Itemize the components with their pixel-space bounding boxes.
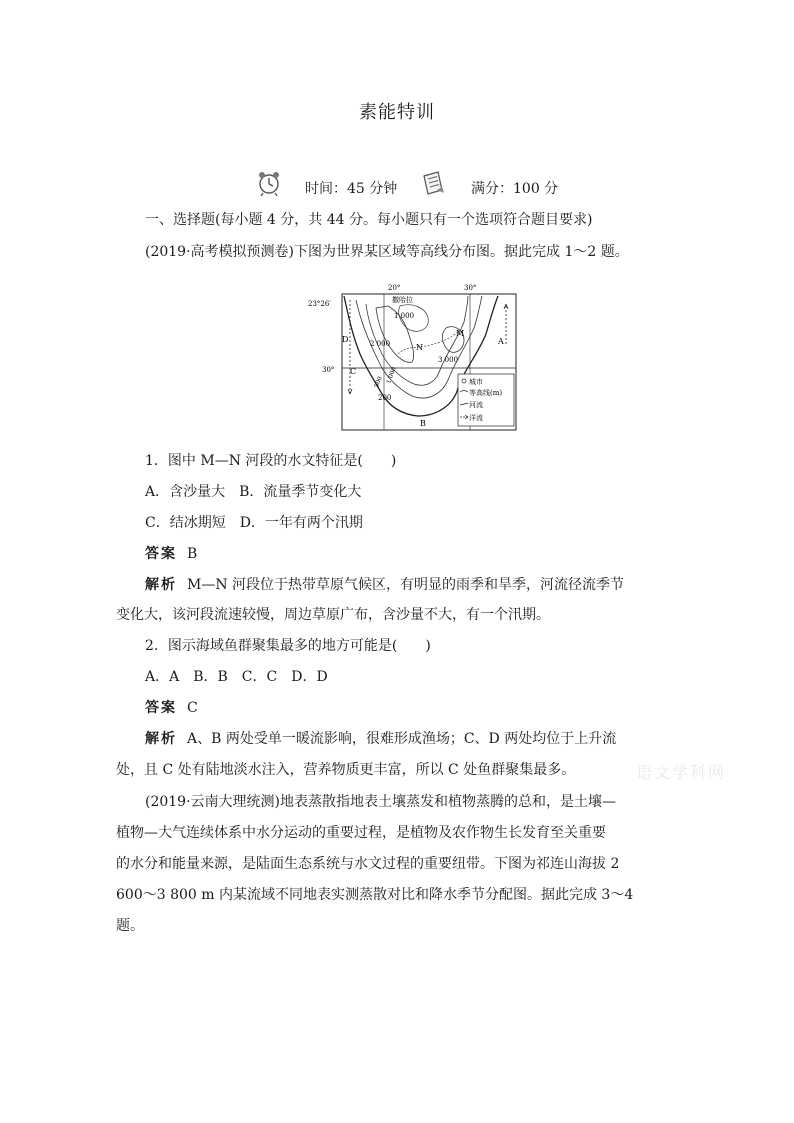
map-label-a: A [498, 337, 504, 346]
section-heading: 一、选择题(每小题 4 分，共 44 分。每小题只有一个选项符合题目要求) [145, 212, 593, 228]
q2-stem: 2．图示海域鱼群聚集最多的地方可能是( ) [145, 638, 431, 654]
answer-label: 答案 [145, 700, 177, 716]
clock-icon [256, 170, 282, 200]
map-label-b: B [420, 419, 426, 428]
intro-q3-4-line-5: 题。 [116, 918, 144, 934]
exam-meta [252, 176, 612, 200]
intro-q3-4-line-3: 的水分和能量来源，是陆面生态系统与水文过程的重要纽带。下图为祁连山海拔 2 [116, 856, 620, 872]
legend-city: 城市 [469, 378, 483, 386]
legend-current: 洋流 [469, 414, 483, 422]
q1-stem: 1．图中 M—N 河段的水文特征是( ) [145, 453, 397, 469]
lat-label-tropic: 23°26′ [308, 300, 331, 308]
exam-time: 时间：45 分钟 [305, 181, 398, 197]
contour-label-2000: 2 000 [370, 340, 391, 348]
q2-analysis-line-1 [145, 729, 705, 749]
answer-label: 答案 [145, 546, 177, 562]
contour-label-1000-south: 1 000 [385, 366, 398, 385]
legend-river: 河流 [469, 401, 483, 409]
map-label-d: D [342, 335, 349, 344]
legend-contour: 等高线(m) [469, 389, 503, 397]
contour-label-1000-north: 1 000 [394, 312, 415, 320]
q1-analysis-line-1 [145, 575, 705, 595]
q1-options-cd: C．结冰期短 D．一年有两个汛期 [145, 515, 363, 531]
analysis-text: A、B 两处受单一暖流影响，很难形成渔场；C、D 两处均位于上升流 [187, 731, 617, 747]
q2-options: A．A B．B C．C D．D [145, 669, 328, 685]
intro-q3-4-line-4: 600～3 800 m 内某流域不同地表实测蒸散对比和降水季节分配图。据此完成 3～4 [116, 887, 634, 903]
intro-q1-2: (2019·高考模拟预测卷)下图为世界某区域等高线分布图。据此完成 1～2 题。 [145, 244, 629, 260]
map-label-m: M [456, 329, 465, 338]
lon-label-30: 30° [464, 284, 477, 292]
watermark: 语文学科网 [636, 763, 727, 782]
analysis-text: M—N 河段位于热带草原气候区，有明显的雨季和旱季，河流径流季节 [187, 577, 625, 593]
lat-label-30: 30° [322, 366, 335, 374]
page-title: 素能特训 [359, 102, 435, 123]
paper-icon [420, 170, 446, 200]
intro-q3-4-line-1: (2019·云南大理统测)地表蒸散指地表土壤蒸发和植物蒸腾的总和，是土壤— [145, 794, 617, 810]
map-label-c: C [350, 367, 357, 376]
answer-value: B [187, 546, 198, 562]
q1-answer [145, 544, 705, 564]
contour-label-500: 500 [373, 375, 384, 389]
analysis-label: 解析 [145, 731, 177, 747]
lon-label-20: 20° [388, 284, 401, 292]
contour-map [308, 284, 520, 432]
q2-analysis-line-2: 处，且 C 处有陆地淡水注入，营养物质更丰富，所以 C 处鱼群聚集最多。 [116, 762, 576, 778]
map-label-sahara: 撒哈拉 [392, 296, 413, 304]
q2-answer [145, 698, 705, 718]
map-label-n: N [416, 343, 423, 352]
contour-label-3000: 3 000 [438, 356, 459, 364]
intro-q3-4-line-2: 植物—大气连续体系中水分运动的重要过程，是植物及农作物生长发育至关重要 [116, 825, 606, 841]
q1-analysis-line-2: 变化大，该河段流速较慢，周边草原广布，含沙量不大，有一个汛期。 [116, 607, 550, 623]
analysis-label: 解析 [145, 577, 177, 593]
contour-label-200: 200 [378, 394, 392, 402]
exam-score: 满分：100 分 [471, 181, 559, 197]
answer-value: C [187, 700, 198, 716]
q1-options-ab: A．含沙量大 B．流量季节变化大 [145, 484, 362, 500]
